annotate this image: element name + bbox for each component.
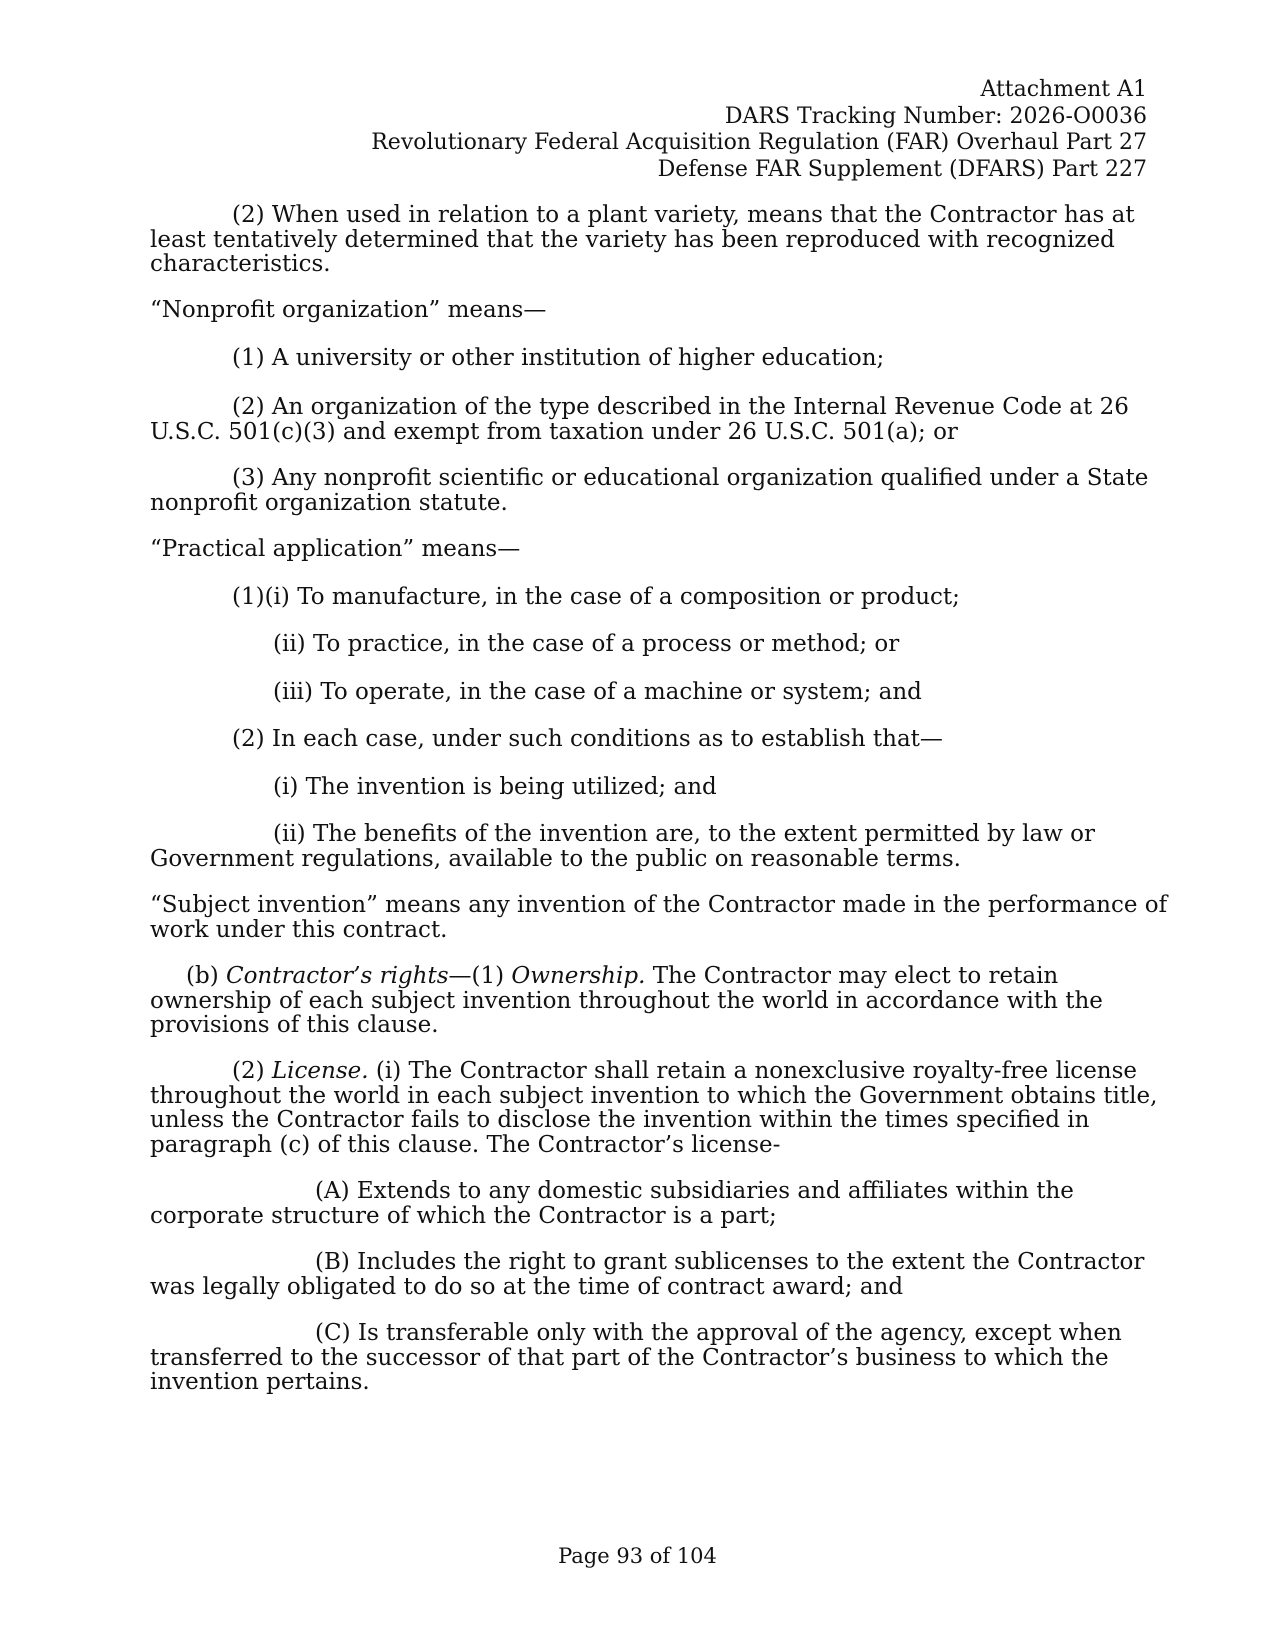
- paragraph-license-c: (C) Is transferable only with the approval of the agency, except when transferred to the successor of that part of the Contractor’s business to which the invention pertains.: [150, 1320, 1122, 1395]
- definition-subject-invention: “Subject invention” means any invention of the Contractor made in the performance of work under this contract.: [150, 892, 1168, 943]
- paragraph-practical-2ii: (ii) The benefits of the invention are, to the extent permitted by law or Government regulations, available to the public on reasonable terms.: [150, 821, 1095, 872]
- paragraph-practical-1i: (1)(i) To manufacture, in the case of a composition or product;: [232, 584, 960, 610]
- paragraph-practical-2: (2) In each case, under such conditions as to establish that—: [232, 726, 943, 752]
- paragraph-contractors-rights: (b) Contractor’s rights—(1) Ownership. The Contractor may elect to retain ownership of each subject invention throughout the world in accordance with the provisions of this clause.: [150, 963, 1103, 1038]
- ownership-heading: Ownership.: [511, 963, 646, 989]
- paragraph-nonprofit-1: (1) A university or other institution of higher education;: [232, 345, 885, 371]
- paragraph-license: (2) License. (i) The Contractor shall retain a nonexclusive royalty-free license throughout the world in each subject invention to which the Government obtains title, unless the Contractor fails to disclose the invention within the times specified in paragraph (c) of this clause. The Contractor’s license-: [150, 1058, 1158, 1158]
- definition-nonprofit-organization: “Nonprofit organization” means—: [150, 297, 547, 323]
- document-header: [147, 77, 1147, 183]
- paragraph-practical-1iii: (iii) To operate, in the case of a machine or system; and: [273, 679, 922, 705]
- paragraph-license-b: (B) Includes the right to grant sublicenses to the extent the Contractor was legally obligated to do so at the time of contract award; and: [150, 1249, 1145, 1300]
- paragraph-practical-2i: (i) The invention is being utilized; and: [273, 774, 717, 800]
- paragraph-nonprofit-2: (2) An organization of the type described in the Internal Revenue Code at 26 U.S.C. 501(c)(3) and exempt from taxation under 26 U.S.C. 501(a); or: [150, 394, 1129, 445]
- paragraph-plant-variety: (2) When used in relation to a plant variety, means that the Contractor has at least tentatively determined that the variety has been reproduced with recognized characteristics.: [150, 202, 1135, 277]
- attachment-label: Attachment A1: [980, 77, 1147, 102]
- license-heading: License.: [271, 1058, 369, 1084]
- far-part-title: Revolutionary Federal Acquisition Regulation (FAR) Overhaul Part 27: [371, 130, 1147, 155]
- paragraph-practical-1ii: (ii) To practice, in the case of a process or method; or: [273, 631, 900, 657]
- contractors-rights-heading: Contractor’s rights: [225, 963, 449, 989]
- definition-practical-application: “Practical application” means—: [150, 536, 521, 562]
- paragraph-license-a: (A) Extends to any domestic subsidiaries and affiliates within the corporate structure of which the Contractor is a part;: [150, 1178, 1074, 1229]
- dfars-part-title: Defense FAR Supplement (DFARS) Part 227: [657, 156, 1147, 182]
- paragraph-nonprofit-3: (3) Any nonprofit scientific or educational organization qualified under a State nonprofit organization statute.: [150, 465, 1149, 516]
- page-number: Page 93 of 104: [558, 1544, 717, 1568]
- tracking-number: DARS Tracking Number: 2026-O0036: [724, 103, 1147, 129]
